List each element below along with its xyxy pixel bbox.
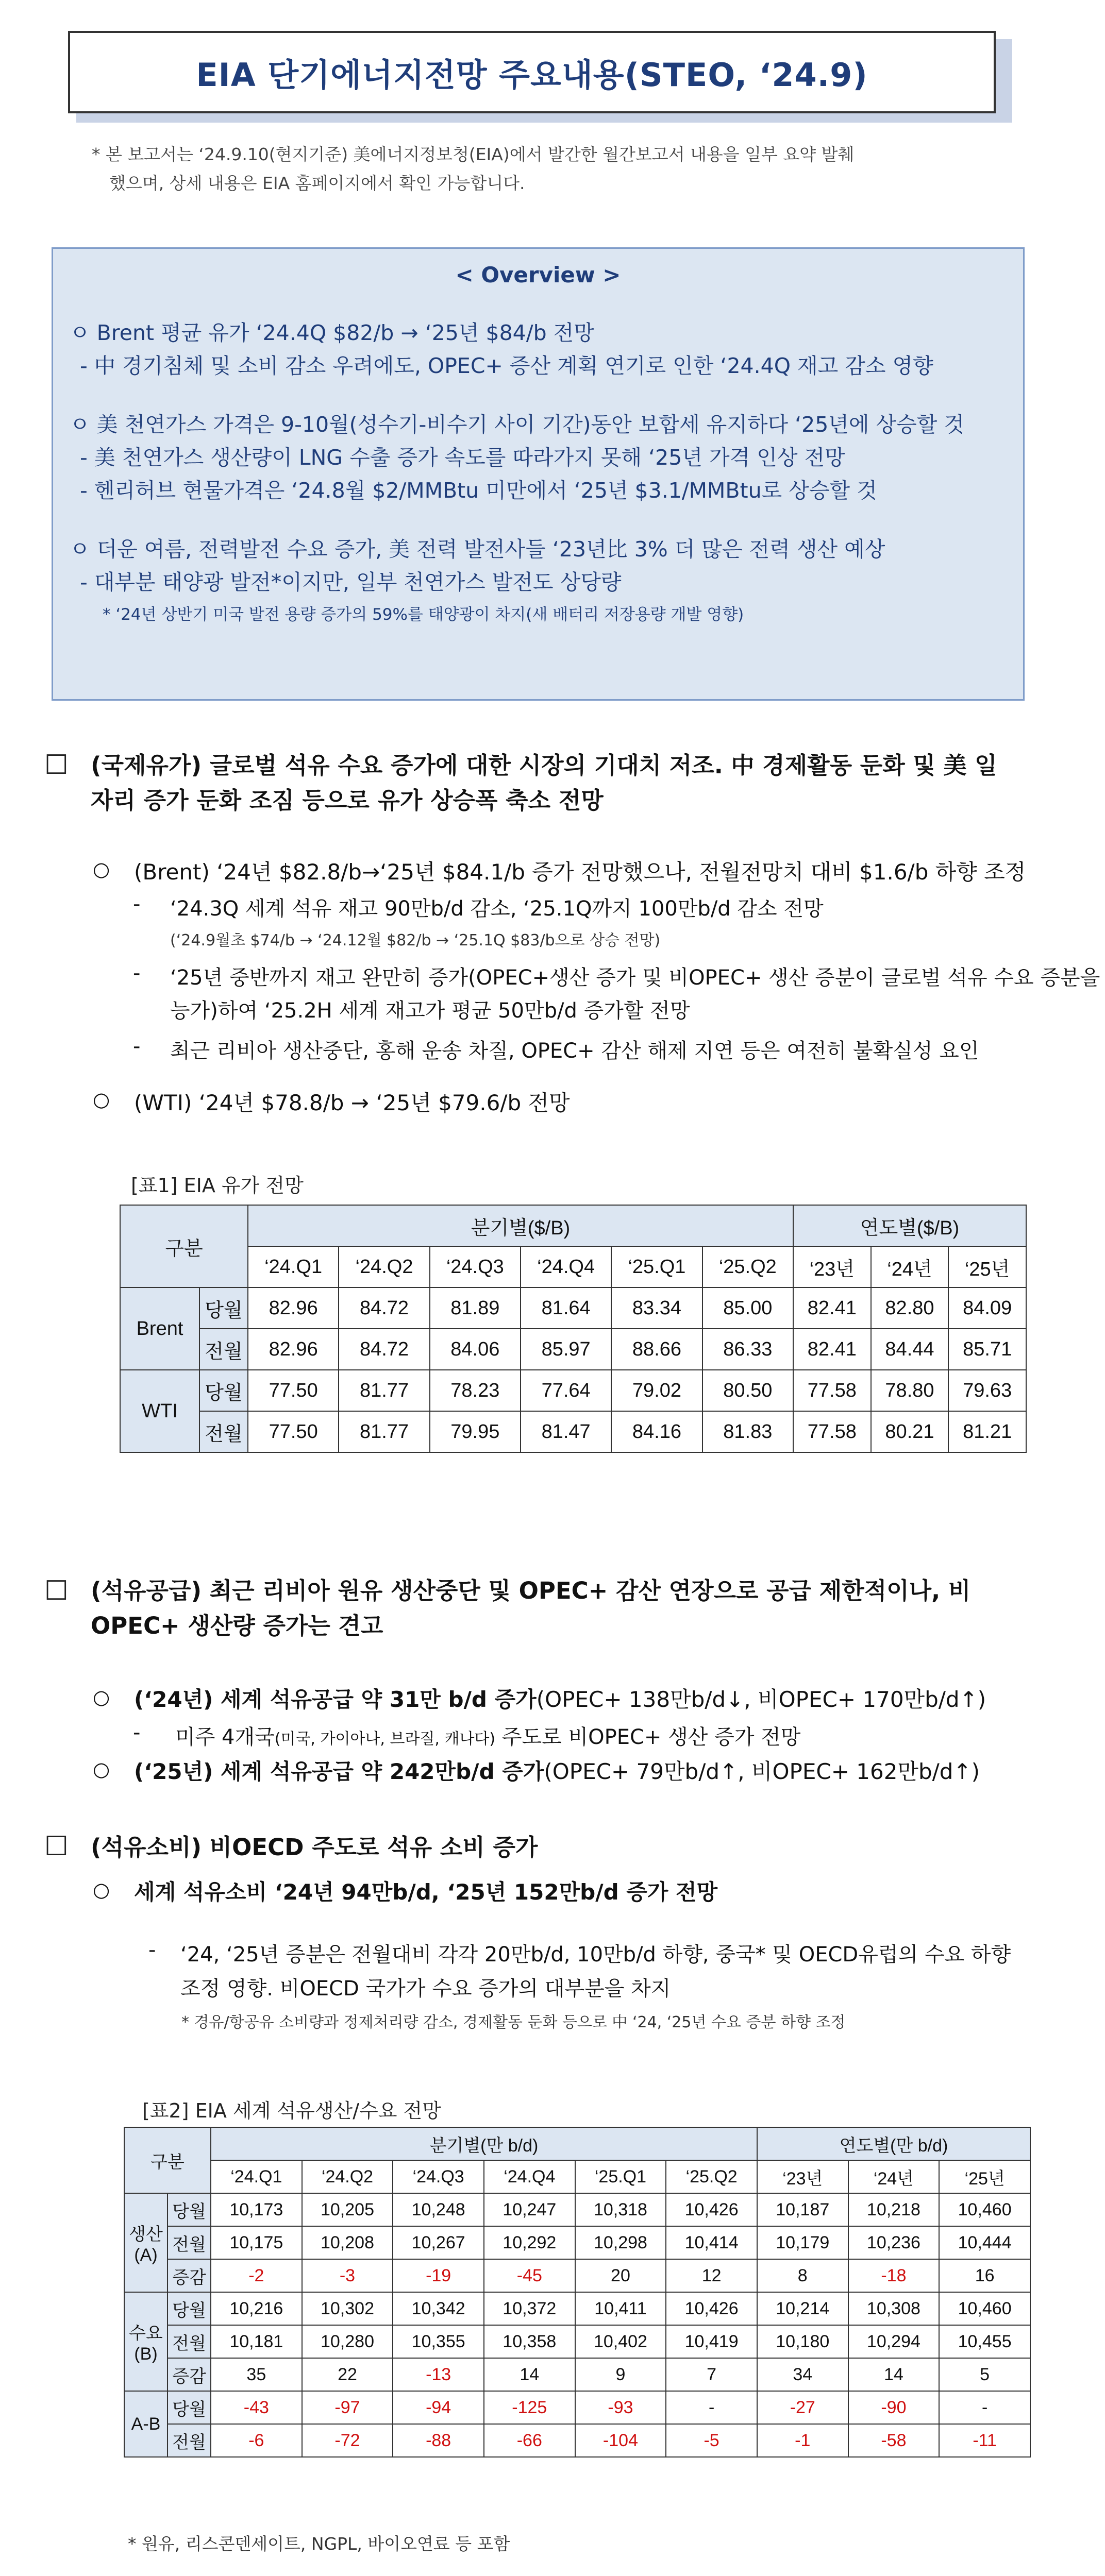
table2-caption: [표2] EIA 세계 석유생산/수요 전망 <box>142 2099 441 2122</box>
table-cell: -18 <box>848 2259 940 2292</box>
supply-2025-bullet <box>134 1755 980 1786</box>
table-cell: 16 <box>939 2259 1030 2292</box>
table-row <box>120 1370 1026 1411</box>
overview-line: ㅇ 美 천연가스 가격은 9-10월(성수기-비수기 사이 기간)동안 보합세 유지하다 ‘25년에 상승할 것 <box>70 412 965 437</box>
table-cell: 10,426 <box>666 2193 757 2226</box>
table-column-header: ‘24년 <box>871 1246 949 1287</box>
table-cell: 10,302 <box>302 2292 393 2325</box>
table-cell: -2 <box>211 2259 302 2292</box>
table-cell: 9 <box>575 2358 666 2391</box>
table-cell: 85.00 <box>702 1287 793 1329</box>
table-cell: 10,292 <box>484 2226 575 2259</box>
sub-bullet-cont: 능가)하여 ‘25.2H 세계 재고가 평균 50만b/d 증가할 전망 <box>170 999 690 1023</box>
row-label: 당월 <box>199 1287 248 1329</box>
dash-icon: - <box>133 892 141 916</box>
table-cell: 35 <box>211 2358 302 2391</box>
row-label: 당월 <box>168 2193 211 2226</box>
table-cell: 10,402 <box>575 2325 666 2358</box>
table-cell: 10,216 <box>211 2292 302 2325</box>
table-cell: 10,318 <box>575 2193 666 2226</box>
table-cell: 10,294 <box>848 2325 940 2358</box>
table-cell: -58 <box>848 2424 940 2457</box>
row-group-label: Brent <box>120 1287 199 1370</box>
table-column-header: ‘24.Q4 <box>521 1246 611 1287</box>
table-header-annual: 연도별(만 b/d) <box>757 2127 1030 2160</box>
table-cell: 14 <box>848 2358 940 2391</box>
supply-2024-bold: (‘24년) 세계 석유공급 약 31만 b/d 증가 <box>134 1687 537 1712</box>
table-column-header: ‘25.Q1 <box>575 2160 666 2193</box>
table-cell: 80.50 <box>702 1370 793 1411</box>
supply-2024-bullet <box>134 1683 986 1714</box>
table-row <box>124 2325 1030 2358</box>
sub-bullet: ‘24.3Q 세계 석유 재고 90만b/d 감소, ‘25.1Q까지 100만b/d 감소 전망 <box>170 897 824 921</box>
table-header-group: 구분 <box>120 1205 248 1287</box>
table-cell: 84.09 <box>948 1287 1026 1329</box>
section1-heading-line: (국제유가) 글로벌 석유 수요 증가에 대한 시장의 기대치 저조. 中 경제활동 둔화 및 美 일 <box>91 752 997 779</box>
table-row <box>124 2292 1030 2325</box>
overview-line: - 美 천연가스 생산량이 LNG 수출 증가 속도를 따라가지 못해 ‘25년 가격 인상 전망 <box>80 445 845 470</box>
table-cell: -11 <box>939 2424 1030 2457</box>
table-cell: 10,218 <box>848 2193 940 2226</box>
row-label: 당월 <box>168 2292 211 2325</box>
section1-heading-line: 자리 증가 둔화 조짐 등으로 유가 상승폭 축소 전망 <box>91 787 604 814</box>
table-cell: -6 <box>211 2424 302 2457</box>
table-row <box>124 2391 1030 2424</box>
dash-icon: - <box>148 1938 156 1962</box>
table-cell: 80.21 <box>871 1411 949 1452</box>
table-column-header: ‘25.Q1 <box>611 1246 702 1287</box>
table-cell: 10,236 <box>848 2226 940 2259</box>
table-column-header: ‘25.Q2 <box>702 1246 793 1287</box>
circle-bullet-icon: ○ <box>93 1758 110 1781</box>
table-cell: - <box>666 2391 757 2424</box>
table-cell: 78.80 <box>871 1370 949 1411</box>
table-cell: 10,358 <box>484 2325 575 2358</box>
table-cell: 10,298 <box>575 2226 666 2259</box>
brent-bullet: (Brent) ‘24년 $82.8/b→‘25년 $84.1/b 증가 전망했으나, 전월전망치 대비 $1.6/b 하향 조정 <box>134 859 1026 885</box>
table-cell: 10,372 <box>484 2292 575 2325</box>
table-cell: 79.02 <box>611 1370 702 1411</box>
supply-2024-detail: (OPEC+ 138만b/d↓, 비OPEC+ 170만b/d↑) <box>536 1687 986 1712</box>
circle-bullet-icon: ○ <box>93 1878 110 1901</box>
table-cell: 84.06 <box>430 1329 521 1370</box>
overview-line: ㅇ Brent 평균 유가 ‘24.4Q $82/b → ‘25년 $84/b 전망 <box>70 320 594 345</box>
table-row <box>124 2226 1030 2259</box>
table-cell: 10,247 <box>484 2193 575 2226</box>
section2-heading-line: OPEC+ 생산량 증가는 견고 <box>91 1612 383 1639</box>
row-label: 증감 <box>168 2259 211 2292</box>
overview-footnote: * ‘24년 상반기 미국 발전 용량 증가의 59%를 태양광이 차지(새 배터리 저장용량 개발 영향) <box>103 605 744 624</box>
table-cell: 10,181 <box>211 2325 302 2358</box>
table-cell: 83.34 <box>611 1287 702 1329</box>
overview-line: - 대부분 태양광 발전*이지만, 일부 천연가스 발전도 상당량 <box>80 570 622 595</box>
supply-2025-detail: (OPEC+ 79만b/d↑, 비OPEC+ 162만b/d↑) <box>544 1759 980 1784</box>
page-title: EIA 단기에너지전망 주요내용(STEO, ‘24.9) <box>68 31 996 113</box>
table-row <box>124 2259 1030 2292</box>
row-label: 전월 <box>199 1411 248 1452</box>
table-row <box>124 2424 1030 2457</box>
oil-price-table <box>120 1205 1027 1453</box>
table2-footnote: * 원유, 리스콘덴세이트, NGPL, 바이오연료 등 포함 <box>128 2534 510 2554</box>
table-column-header: ‘23년 <box>793 1246 871 1287</box>
table-row <box>124 2193 1030 2226</box>
table-cell: -27 <box>757 2391 848 2424</box>
table-cell: 82.41 <box>793 1329 871 1370</box>
table-cell: 79.95 <box>430 1411 521 1452</box>
table-cell: 81.64 <box>521 1287 611 1329</box>
table-column-header: ‘25년 <box>948 1246 1026 1287</box>
sub-bullet: ‘25년 중반까지 재고 완만히 증가(OPEC+생산 증가 및 비OPEC+ 생산 증분이 글로벌 석유 수요 증분을 <box>170 966 1100 990</box>
row-label: 전월 <box>199 1329 248 1370</box>
americas-rest: 주도로 비OPEC+ 생산 증가 전망 <box>495 1725 801 1749</box>
americas-sub-bullet <box>175 1721 800 1750</box>
table-cell: -3 <box>302 2259 393 2292</box>
row-group-label: 생산 (A) <box>124 2193 168 2292</box>
table-header-group: 구분 <box>124 2127 211 2193</box>
table-cell: 85.97 <box>521 1329 611 1370</box>
table-header-quarterly: 분기별($/B) <box>248 1205 793 1246</box>
table-cell: -97 <box>302 2391 393 2424</box>
table-cell: -72 <box>302 2424 393 2457</box>
section-checkbox-icon: ☐ <box>44 1831 69 1862</box>
table-cell: 10,187 <box>757 2193 848 2226</box>
table-cell: 81.47 <box>521 1411 611 1452</box>
table-cell: -93 <box>575 2391 666 2424</box>
table-cell: 10,308 <box>848 2292 940 2325</box>
table-cell: 82.96 <box>248 1287 339 1329</box>
americas-label: 미주 4개국 <box>175 1725 275 1749</box>
table-column-header: ‘24.Q1 <box>211 2160 302 2193</box>
table-row <box>120 1329 1026 1370</box>
table-cell: -90 <box>848 2391 940 2424</box>
table-cell: 10,280 <box>302 2325 393 2358</box>
row-group-label: WTI <box>120 1370 199 1452</box>
table-cell: -94 <box>393 2391 484 2424</box>
overview-line: ㅇ 더운 여름, 전력발전 수요 증가, 美 전력 발전사들 ‘23년比 3% 더 많은 전력 생산 예상 <box>70 537 885 562</box>
table-cell: 8 <box>757 2259 848 2292</box>
table-cell: 82.41 <box>793 1287 871 1329</box>
table-cell: - <box>939 2391 1030 2424</box>
table-cell: 10,179 <box>757 2226 848 2259</box>
table-cell: 84.16 <box>611 1411 702 1452</box>
table-cell: 78.23 <box>430 1370 521 1411</box>
table-cell: 10,267 <box>393 2226 484 2259</box>
table-cell: 10,173 <box>211 2193 302 2226</box>
source-note-line-2: 했으며, 상세 내용은 EIA 홈페이지에서 확인 가능합니다. <box>109 173 525 193</box>
table-cell: 10,355 <box>393 2325 484 2358</box>
dash-icon: - <box>133 1035 141 1058</box>
table-cell: 77.50 <box>248 1370 339 1411</box>
table-cell: 12 <box>666 2259 757 2292</box>
dash-icon: - <box>133 1721 141 1744</box>
circle-bullet-icon: ○ <box>93 858 110 880</box>
table-cell: 85.71 <box>948 1329 1026 1370</box>
table-cell: -19 <box>393 2259 484 2292</box>
circle-bullet-icon: ○ <box>93 1088 110 1111</box>
circle-bullet-icon: ○ <box>93 1686 110 1708</box>
table-cell: 81.77 <box>339 1411 429 1452</box>
consumption-sub: ‘24, ‘25년 증분은 전월대비 각각 20만b/d, 10만b/d 하향, 중국* 및 OECD유럽의 수요 하향 <box>180 1943 1011 1967</box>
table-cell: 77.58 <box>793 1411 871 1452</box>
supply-demand-table <box>124 2127 1031 2458</box>
table-column-header: ‘24.Q1 <box>248 1246 339 1287</box>
table-cell: 77.50 <box>248 1411 339 1452</box>
table-cell: -66 <box>484 2424 575 2457</box>
table-cell: 14 <box>484 2358 575 2391</box>
table-header-quarterly: 분기별(만 b/d) <box>211 2127 757 2160</box>
table-cell: 22 <box>302 2358 393 2391</box>
section-checkbox-icon: ☐ <box>44 1575 69 1606</box>
table-row <box>120 1411 1026 1452</box>
table-cell: 79.63 <box>948 1370 1026 1411</box>
overview-line: - 헨리허브 현물가격은 ‘24.8월 $2/MMBtu 미만에서 ‘25년 $3.1/MMBtu로 상승할 것 <box>80 478 877 503</box>
table-row <box>120 1287 1026 1329</box>
table-cell: 10,414 <box>666 2226 757 2259</box>
table-cell: 81.83 <box>702 1411 793 1452</box>
table-header-annual: 연도별($/B) <box>793 1205 1026 1246</box>
table-cell: 34 <box>757 2358 848 2391</box>
table-cell: 10,214 <box>757 2292 848 2325</box>
table-cell: -125 <box>484 2391 575 2424</box>
table-cell: 10,455 <box>939 2325 1030 2358</box>
table-cell: -13 <box>393 2358 484 2391</box>
table-column-header: ‘24.Q2 <box>339 1246 429 1287</box>
row-label: 당월 <box>168 2391 211 2424</box>
table-cell: 10,180 <box>757 2325 848 2358</box>
table-cell: 77.64 <box>521 1370 611 1411</box>
table-column-header: ‘24년 <box>848 2160 940 2193</box>
table-cell: 10,248 <box>393 2193 484 2226</box>
row-group-label: 수요 (B) <box>124 2292 168 2391</box>
table-cell: -5 <box>666 2424 757 2457</box>
table-cell: 10,205 <box>302 2193 393 2226</box>
table-cell: 10,460 <box>939 2292 1030 2325</box>
overview-line: - 中 경기침체 및 소비 감소 우려에도, OPEC+ 증산 계획 연기로 인한 ‘24.4Q 재고 감소 영향 <box>80 353 933 378</box>
row-label: 전월 <box>168 2226 211 2259</box>
table-cell: 82.96 <box>248 1329 339 1370</box>
table-cell: 84.72 <box>339 1329 429 1370</box>
table-cell: 10,460 <box>939 2193 1030 2226</box>
supply-2025-bold: (‘25년) 세계 석유공급 약 242만b/d 증가 <box>134 1759 544 1784</box>
dash-icon: - <box>133 961 141 985</box>
row-label: 전월 <box>168 2325 211 2358</box>
table-cell: -45 <box>484 2259 575 2292</box>
table-column-header: ‘24.Q2 <box>302 2160 393 2193</box>
row-group-label: A-B <box>124 2391 168 2457</box>
table-cell: 77.58 <box>793 1370 871 1411</box>
sub-bullet-note: (‘24.9월초 $74/b → ‘24.12월 $82/b → ‘25.1Q $83/b으로 상승 전망) <box>170 931 661 950</box>
consumption-note: * 경유/항공유 소비량과 정제처리량 감소, 경제활동 둔화 등으로 中 ‘24, ‘25년 수요 증분 하향 조정 <box>181 2013 846 2031</box>
table-cell: 20 <box>575 2259 666 2292</box>
consumption-sub-cont: 조정 영향. 비OECD 국가가 수요 증가의 대부분을 차지 <box>180 1977 671 2001</box>
table-column-header: ‘25년 <box>939 2160 1030 2193</box>
row-label: 증감 <box>168 2358 211 2391</box>
table-row <box>124 2358 1030 2391</box>
table-cell: 10,175 <box>211 2226 302 2259</box>
table-column-header: ‘23년 <box>757 2160 848 2193</box>
table-cell: 82.80 <box>871 1287 949 1329</box>
overview-title: < Overview > <box>455 262 621 287</box>
table-cell: 88.66 <box>611 1329 702 1370</box>
section3-heading: (석유소비) 비OECD 주도로 석유 소비 증가 <box>91 1834 538 1861</box>
table-cell: 84.72 <box>339 1287 429 1329</box>
table-column-header: ‘24.Q4 <box>484 2160 575 2193</box>
table-cell: 5 <box>939 2358 1030 2391</box>
table-cell: 81.89 <box>430 1287 521 1329</box>
overview-box <box>52 247 1025 701</box>
table-column-header: ‘24.Q3 <box>393 2160 484 2193</box>
table1-caption: [표1] EIA 유가 전망 <box>131 1174 304 1197</box>
table-cell: 10,444 <box>939 2226 1030 2259</box>
table-cell: -1 <box>757 2424 848 2457</box>
americas-countries: (미국, 가이아나, 브라질, 캐나다) <box>274 1730 496 1748</box>
table-cell: -43 <box>211 2391 302 2424</box>
table-cell: 10,419 <box>666 2325 757 2358</box>
section2-heading <box>91 1573 1029 1643</box>
table-cell: 10,426 <box>666 2292 757 2325</box>
table-cell: -104 <box>575 2424 666 2457</box>
row-label: 전월 <box>168 2424 211 2457</box>
table-cell: 10,208 <box>302 2226 393 2259</box>
table-cell: 10,411 <box>575 2292 666 2325</box>
table-cell: 10,342 <box>393 2292 484 2325</box>
section-checkbox-icon: ☐ <box>44 750 69 781</box>
section2-heading-line: (석유공급) 최근 리비아 원유 생산중단 및 OPEC+ 감산 연장으로 공급 제한적이나, 비 <box>91 1577 971 1604</box>
section1-heading <box>91 748 1029 818</box>
source-note-line-1: * 본 보고서는 ‘24.9.10(현지기준) 美에너지정보청(EIA)에서 발간한 월간보고서 내용을 일부 요약 발췌 <box>92 144 855 164</box>
row-label: 당월 <box>199 1370 248 1411</box>
table-cell: 84.44 <box>871 1329 949 1370</box>
table-column-header: ‘25.Q2 <box>666 2160 757 2193</box>
table-cell: 81.21 <box>948 1411 1026 1452</box>
table-cell: -88 <box>393 2424 484 2457</box>
table-column-header: ‘24.Q3 <box>430 1246 521 1287</box>
wti-bullet: (WTI) ‘24년 $78.8/b → ‘25년 $79.6/b 전망 <box>134 1090 570 1115</box>
consumption-bullet: 세계 석유소비 ‘24년 94만b/d, ‘25년 152만b/d 증가 전망 <box>134 1879 718 1905</box>
table-cell: 81.77 <box>339 1370 429 1411</box>
table-cell: 7 <box>666 2358 757 2391</box>
table-cell: 86.33 <box>702 1329 793 1370</box>
sub-bullet: 최근 리비아 생산중단, 홍해 운송 차질, OPEC+ 감산 해제 지연 등은 여전히 불확실성 요인 <box>170 1039 979 1063</box>
